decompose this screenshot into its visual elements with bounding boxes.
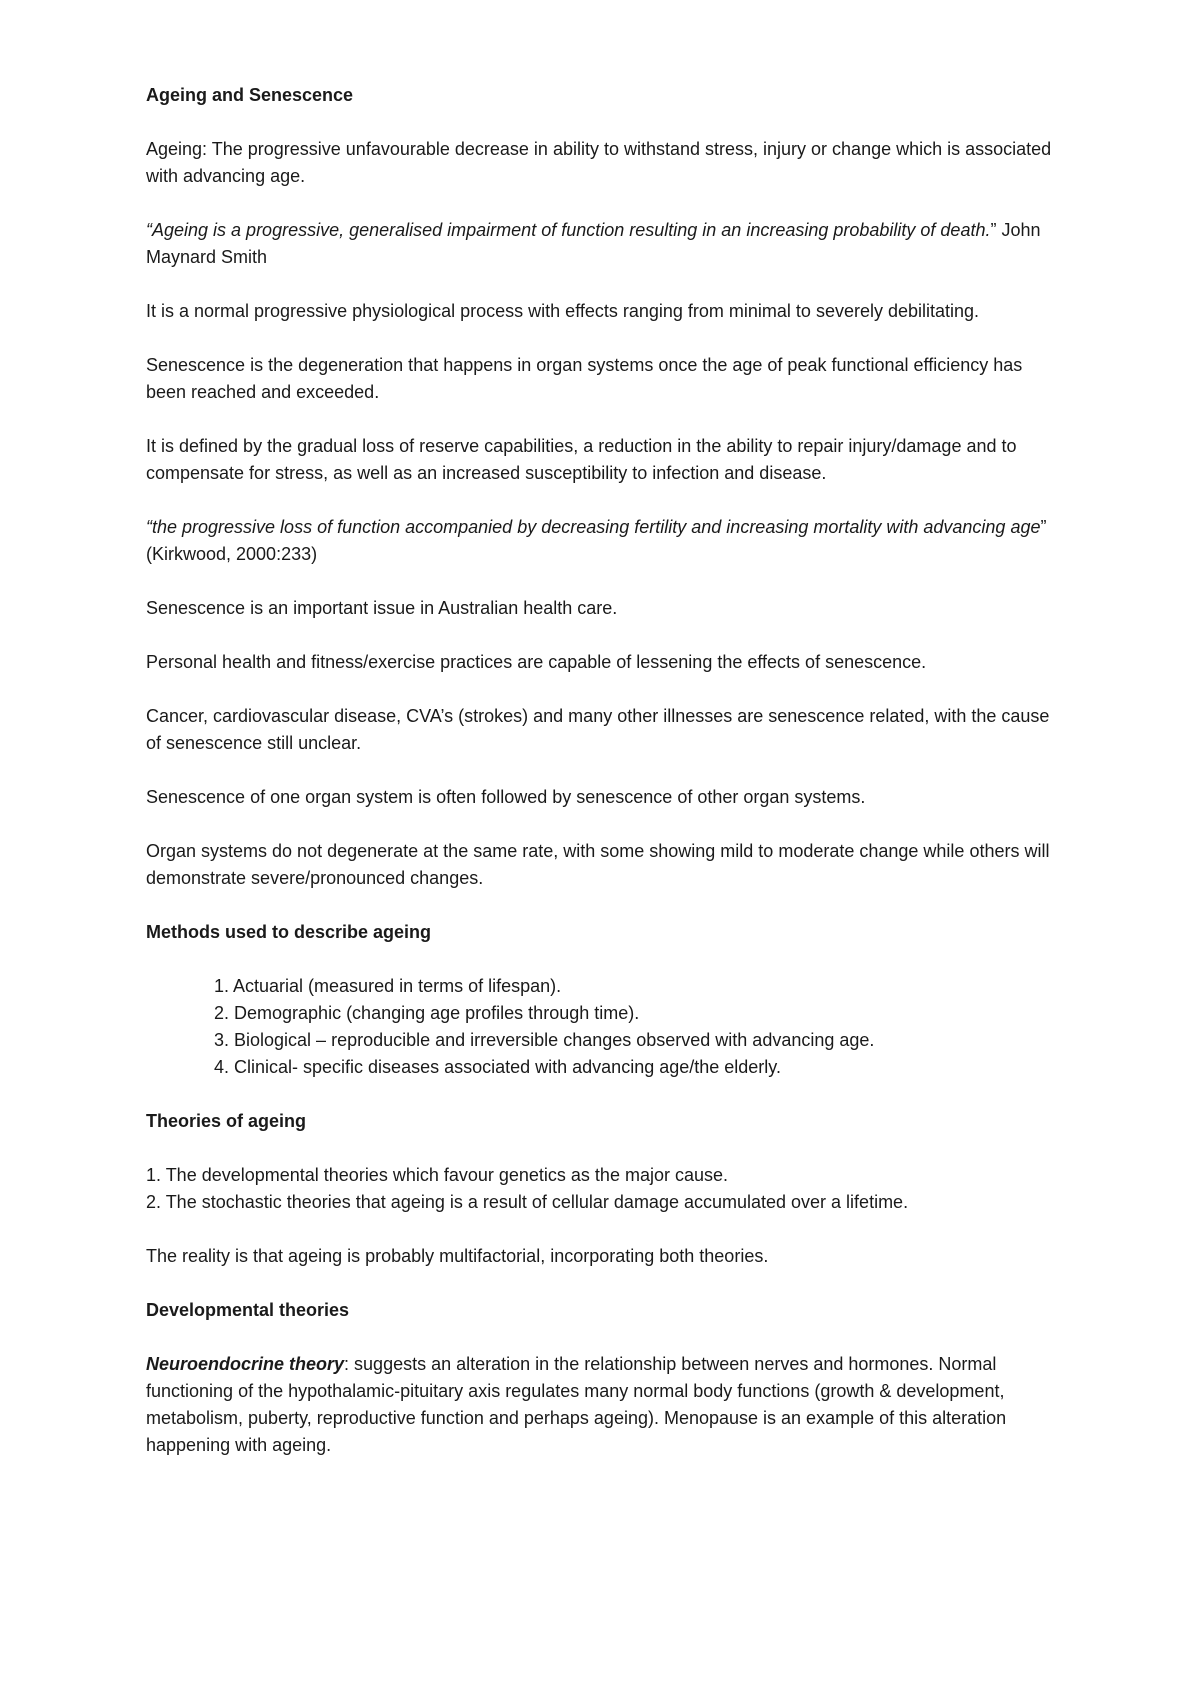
kirkwood-quote-text: “the progressive loss of function accompanied by decreasing fertility and increasing mortality with advancing age [146,517,1041,537]
neuroendocrine-text: : suggests an alteration in the relationship between nerves and hormones. Normal functioning of the hypothalamic-pituitary axis regulates many normal body functions (growth & development, metabolism, puberty, reproductive function and perhaps ageing). Menopause is an example of this alteration happening with ageing. [146,1354,1007,1455]
maynard-smith-quote [146,217,1066,271]
methods-list-item: 2. Demographic (changing age profiles through time). [214,1003,640,1023]
theories-list [146,1162,1066,1216]
paragraph-rates: Organ systems do not degenerate at the same rate, with some showing mild to moderate change while others will demonstrate severe/pronounced changes. [146,841,1050,888]
paragraph-normal-process: It is a normal progressive physiological process with effects ranging from minimal to severely debilitating. [146,301,980,321]
theories-heading: Theories of ageing [146,1111,307,1131]
ageing-definition-term: Ageing: [146,139,208,159]
paragraph-one-organ: Senescence of one organ system is often followed by senescence of other organ systems. [146,787,866,807]
methods-list [146,973,1066,1081]
ageing-definition [146,136,1066,190]
theories-list-item: 1. The developmental theories which favour genetics as the major cause. [146,1165,728,1185]
methods-list-item: 4. Clinical- specific diseases associated with advancing age/the elderly. [214,1057,781,1077]
theories-list-item: 2. The stochastic theories that ageing is a result of cellular damage accumulated over a lifetime. [146,1192,909,1212]
methods-list-item: 1. Actuarial (measured in terms of lifespan). [214,976,562,996]
document-title: Ageing and Senescence [146,85,354,105]
neuroendocrine-paragraph [146,1351,1066,1459]
paragraph-fitness: Personal health and fitness/exercise practices are capable of lessening the effects of senescence. [146,652,927,672]
developmental-heading: Developmental theories [146,1300,350,1320]
ageing-definition-text: The progressive unfavourable decrease in ability to withstand stress, injury or change which is associated with advancing age. [146,139,1052,186]
methods-list-item: 3. Biological – reproducible and irreversible changes observed with advancing age. [214,1030,875,1050]
maynard-smith-quote-attribution: ” John Maynard Smith [146,220,1041,267]
document-body [146,82,1066,1486]
kirkwood-quote-attribution: ” (Kirkwood, 2000:233) [146,517,1047,564]
paragraph-cancer: Cancer, cardiovascular disease, CVA’s (strokes) and many other illnesses are senescence related, with the cause of senescence still unclear. [146,706,1050,753]
paragraph-defined-by: It is defined by the gradual loss of reserve capabilities, a reduction in the ability to repair injury/damage and to compensate for stress, as well as an increased susceptibility to infection and disease. [146,436,1017,483]
neuroendocrine-term: Neuroendocrine theory [146,1354,345,1374]
paragraph-multifactorial: The reality is that ageing is probably multifactorial, incorporating both theories. [146,1246,769,1266]
kirkwood-quote [146,514,1066,568]
paragraph-australia: Senescence is an important issue in Australian health care. [146,598,618,618]
paragraph-senescence-definition: Senescence is the degeneration that happens in organ systems once the age of peak functional efficiency has been reached and exceeded. [146,355,1023,402]
methods-heading: Methods used to describe ageing [146,922,432,942]
maynard-smith-quote-text: “Ageing is a progressive, generalised impairment of function resulting in an increasing probability of death. [146,220,991,240]
